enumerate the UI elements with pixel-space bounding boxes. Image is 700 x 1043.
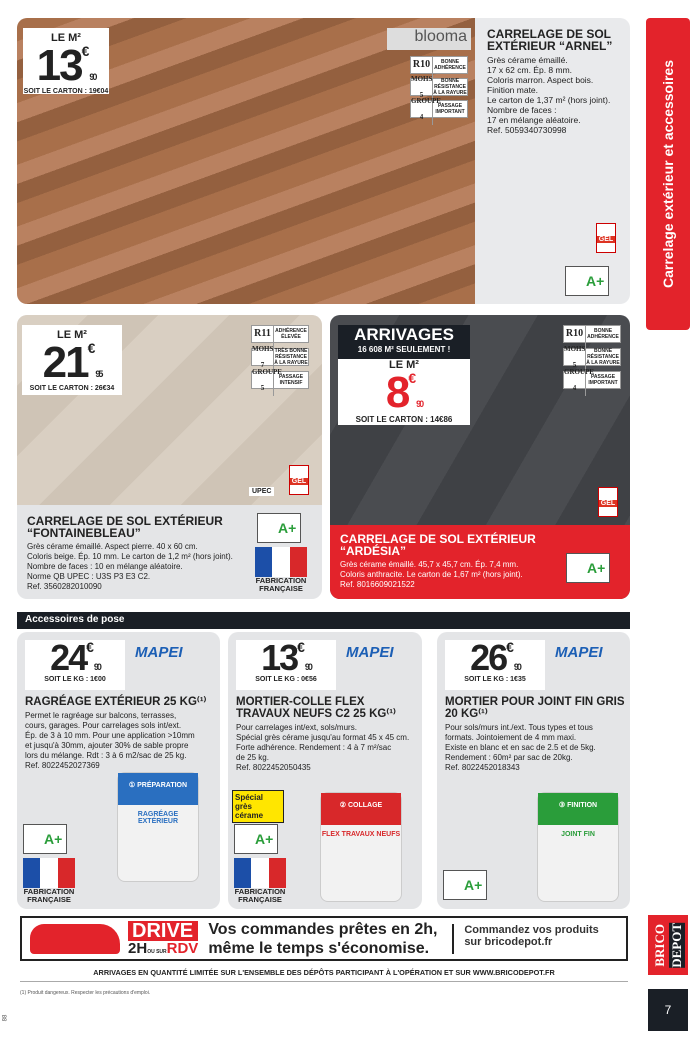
frost-resistant-icon: GEL (598, 487, 618, 517)
badge: MOHS 5 BONNE RÉSISTANCE À LA RAYURE (410, 78, 468, 96)
frost-resistant-icon: GEL (596, 223, 616, 253)
product-card-arnel[interactable] (17, 18, 630, 304)
price-box: 13€90 SOIT LE KG : 0€56 (236, 640, 336, 690)
accessory-card[interactable] (17, 632, 220, 909)
accessory-card[interactable] (437, 632, 630, 909)
drive-cta: Commandez vos produits (464, 923, 599, 936)
arrivages-banner: ARRIVAGES 16 608 M² SEULEMENT ! (338, 325, 470, 359)
product-bag-image: ② COLLAGE FLEX TRAVAUX NEUFS (320, 792, 402, 902)
badge: GROUPE 4 PASSAGE IMPORTANT (410, 100, 468, 118)
print-code: 88 (2, 1014, 9, 1022)
badge: MOHS 5 BONNE RÉSISTANCE À LA RAYURE (563, 348, 621, 366)
drive-headline: même le temps s'économise. (208, 939, 430, 957)
product-title: MORTIER POUR JOINT FIN GRIS 20 KG⁽¹⁾ (445, 696, 625, 720)
product-title: CARRELAGE DE SOL EXTÉRIEUR “ARNEL” (487, 27, 613, 53)
product-title: CARRELAGE DE SOL EXTÉRIEUR “ARDÉSIA” (340, 532, 536, 558)
product-description: Grès cérame émaillé. 45,7 x 45,7 cm. Ép. 7,4 mm. Coloris anthracite. Le carton de 1,67 m² (hors joint). Ref. 8016609021522 (340, 560, 523, 589)
product-card-fontainebleau[interactable] (17, 315, 322, 599)
description-panel (330, 525, 630, 599)
mapei-logo: MAPEI (555, 644, 603, 661)
product-description: Pour carrelages int/ext, sols/murs. Spécial grès cérame jusqu'au format 45 x 45 cm. Forte adhérence. Rendement : 4 à 7 m²/sac de 25 kg. Ref. 8022452050435 (236, 723, 410, 772)
air-quality-label: A+ (257, 513, 301, 543)
made-in-france-label: FABRICATION FRANÇAISE (234, 858, 286, 904)
side-title: Carrelage extérieur et accessoires (660, 59, 676, 289)
drive-headline: Vos commandes prêtes en 2h, (208, 920, 438, 938)
mapei-logo: MAPEI (135, 644, 183, 661)
special-tag: Spécial grès cérame (232, 790, 284, 823)
upec-logo: UPEC (249, 487, 274, 496)
product-description: Grès cérame émaillé. 17 x 62 cm. Ép. 8 mm. Coloris marron. Aspect bois. Finition mate. Le carton de 1,37 m² (hors joint). Nombre de faces : 17 en mélange aléatoire. Ref. 5059340730998 (487, 55, 611, 135)
price-box: LE M² 8€90 SOIT LE CARTON : 14€86 (338, 359, 470, 425)
price-box: 26€90 SOIT LE KG : 1€35 (445, 640, 545, 690)
air-quality-label: A+ (234, 824, 278, 854)
side-band (646, 18, 690, 330)
blooma-logo: blooma (387, 28, 471, 50)
air-quality-label: A+ (443, 870, 487, 900)
product-title: CARRELAGE DE SOL EXTÉRIEUR “FONTAINEBLEAU” (27, 514, 223, 540)
badge: MOHS 7 TRÈS BONNE RÉSISTANCE À LA RAYURE (251, 348, 309, 366)
badge: R10 BONNE ADHÉRENCE (410, 56, 468, 74)
page-number: 7 (648, 989, 688, 1031)
product-bag-image: ① PRÉPARATION RAGRÉAGE EXTÉRIEUR (117, 772, 199, 882)
price-per-carton: SOIT LE CARTON : 19€04 (23, 88, 109, 95)
mapei-logo: MAPEI (346, 644, 394, 661)
product-bag-image: ③ FINITION JOINT FIN (537, 792, 619, 902)
air-quality-label: A+ (565, 266, 609, 296)
product-card-ardesia[interactable] (330, 315, 630, 599)
car-icon (30, 924, 120, 954)
badge: R10 BONNE ADHÉRENCE (563, 325, 621, 343)
accessory-card[interactable] (228, 632, 422, 909)
made-in-france-label: FABRICATION FRANÇAISE (255, 547, 307, 593)
price-box: 24€90 SOIT LE KG : 1€00 (25, 640, 125, 690)
drive-logo: DRIVE 2HOU SURRDV (128, 920, 199, 957)
made-in-france-label: FABRICATION FRANÇAISE (23, 858, 75, 904)
air-quality-label: A+ (23, 824, 67, 854)
drive-banner[interactable] (20, 916, 628, 961)
brico-depot-logo: BRICO DEPOT (648, 915, 688, 975)
product-description: Grès cérame émaillé. Aspect pierre. 40 x 60 cm. Coloris beige. Ép. 10 mm. Le carton de 1,2 m² (hors joint). Nombre de faces : 10 en mélange aléatoire. Norme QB UPEC : U3S P3 E3 C2. Ref. 3560282010090 (27, 542, 233, 591)
price: 13€90 (36, 41, 96, 90)
price-unit: LE M² (51, 32, 81, 44)
section-header (17, 612, 630, 629)
product-description: Pour sols/murs int./ext. Tous types et tous formats. Jointoiement de 4 mm maxi. Existe en blanc et en sac de 2.5 et de 5kg. Rendement : 60m² par sac de 20kg. Ref. 8022452018343 (445, 723, 596, 772)
product-description: Permet le ragréage sur balcons, terrasses, cours, garages. Pour carrelages sols int/ext. Ép. de 3 à 10 mm. Pour une application >10mm et jusqu'à 30mm, ajouter 30% de sable propre lors du mélange. Rdt : 3 à 6 m2/sac de 25 kg. Ref. 8022452027369 (25, 711, 195, 770)
website-link[interactable]: sur bricodepot.fr (464, 935, 553, 948)
frost-resistant-icon: GEL (289, 465, 309, 495)
badge: GROUPE 4 PASSAGE IMPORTANT (563, 371, 621, 389)
air-quality-label: A+ (566, 553, 610, 583)
disclaimer: ARRIVAGES EN QUANTITÉ LIMITÉE SUR L'ENSEMBLE DES DÉPÔTS PARTICIPANT À L'OPÉRATION ET SUR WWW.BRICODEPOT.FR (20, 968, 628, 982)
badge: GROUPE 5 PASSAGE INTENSIF (251, 371, 309, 389)
section-title: Accessoires de pose (25, 614, 125, 625)
price-box: LE M² 21€95 SOIT LE CARTON : 26€34 (22, 325, 122, 395)
price-box (23, 28, 109, 94)
footnote: (1) Produit dangereux. Respecter les précautions d'emploi. (20, 990, 151, 996)
product-title: RAGRÉAGE EXTÉRIEUR 25 KG⁽¹⁾ (25, 696, 207, 708)
badge: R11 ADHÉRENCE ÉLEVÉE (251, 325, 309, 343)
product-title: MORTIER-COLLE FLEX TRAVAUX NEUFS C2 25 KG⁽¹⁾ (236, 696, 396, 720)
